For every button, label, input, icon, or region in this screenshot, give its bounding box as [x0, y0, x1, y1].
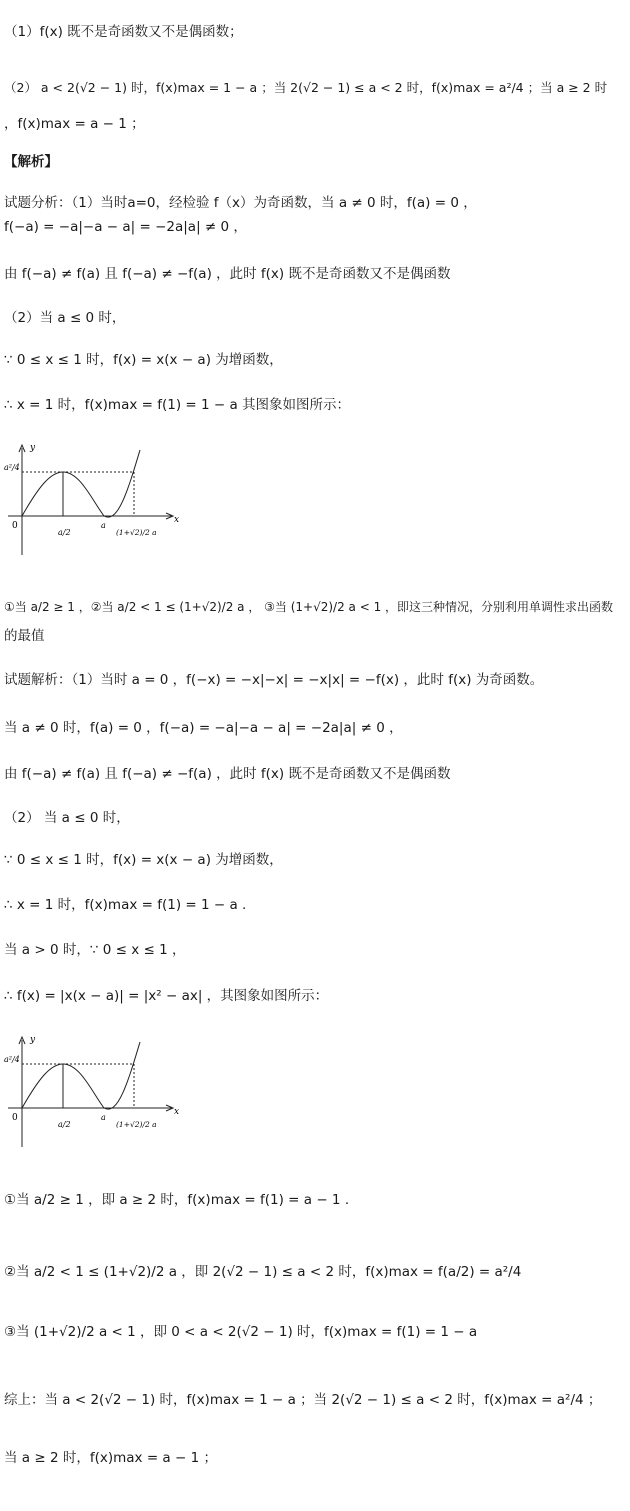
analysis-line-8: 的最值 — [4, 628, 45, 644]
origin-label: 0 — [12, 1113, 18, 1123]
function-curve — [22, 1042, 140, 1109]
x-tick-third: (1+√2)/2 a — [116, 528, 157, 537]
solution-line-8: ∴ f(x) = |x(x − a)| = |x² − ax| ，其图象如图所示： — [4, 988, 329, 1004]
y-axis-label: y — [30, 1035, 36, 1045]
solution-line-6: ∴ x = 1 时，f(x)max = f(1) = 1 − a . — [4, 897, 247, 913]
solution-line-2: 当 a ≠ 0 时，f(a) = 0 ，f(−a) = −a|−a − a| = −2a|a| ≠ 0 ， — [4, 720, 403, 736]
answer-part-2-cont: ，f(x)max = a − 1 ； — [4, 116, 145, 132]
origin-label: 0 — [12, 521, 18, 531]
solution-line-4: （2） 当 a ≤ 0 时， — [4, 810, 130, 826]
x-tick-half-a: a/2 — [58, 528, 71, 537]
analysis-line-2: f(−a) = −a|−a − a| = −2a|a| ≠ 0 ， — [4, 219, 247, 235]
analysis-line-1: 试题分析：（1）当时a=0，经检验 f（x）为奇函数，当 a ≠ 0 时，f(a) = 0 ， — [4, 195, 477, 211]
x-axis-label: x — [174, 1107, 180, 1117]
solution-line-11: ③当 (1+√2)/2 a < 1 ，即 0 < a < 2(√2 − 1) 时，f(x)max = f(1) = 1 − a — [4, 1324, 478, 1340]
analysis-line-7: ①当 a/2 ≥ 1 ，②当 a/2 < 1 ≤ (1+√2)/2 a ， ③当 (1+√2)/2 a < 1 ，即这三种情况，分别利用单调性求出函数 — [4, 600, 614, 614]
analysis-line-6: ∴ x = 1 时，f(x)max = f(1) = 1 − a 其图象如图所示： — [4, 397, 351, 413]
solution-line-3: 由 f(−a) ≠ f(a) 且 f(−a) ≠ −f(a) ，此时 f(x) 既不是奇函数又不是偶函数 — [4, 766, 451, 782]
solution-line-13: 当 a ≥ 2 时，f(x)max = a − 1 ； — [4, 1450, 217, 1466]
analysis-line-3: 由 f(−a) ≠ f(a) 且 f(−a) ≠ −f(a) ，此时 f(x) 既不是奇函数又不是偶函数 — [4, 266, 451, 282]
y-axis-label: y — [30, 443, 36, 453]
answer-part-1: （1）f(x) 既不是奇函数又不是偶函数； — [4, 24, 243, 40]
x-tick-a: a — [101, 521, 106, 530]
y-tick-a2-over-4: a²/4 — [4, 1055, 20, 1064]
jiexi-heading: 【解析】 — [4, 154, 58, 170]
solution-line-5: ∵ 0 ≤ x ≤ 1 时，f(x) = x(x − a) 为增函数， — [4, 852, 283, 868]
x-tick-a: a — [101, 1113, 106, 1122]
function-graph-1 — [0, 440, 190, 560]
answer-part-2: （2） a < 2(√2 − 1) 时，f(x)max = 1 − a ；当 2(√2 − 1) ≤ a < 2 时，f(x)max = a²/4 ；当 a ≥ 2 时 — [4, 80, 608, 95]
analysis-line-4: （2）当 a ≤ 0 时， — [4, 310, 126, 326]
x-tick-third: (1+√2)/2 a — [116, 1120, 157, 1129]
analysis-line-5: ∵ 0 ≤ x ≤ 1 时，f(x) = x(x − a) 为增函数， — [4, 352, 283, 368]
solution-line-10: ②当 a/2 < 1 ≤ (1+√2)/2 a ，即 2(√2 − 1) ≤ a < 2 时，f(x)max = f(a/2) = a²/4 — [4, 1264, 522, 1280]
solution-line-12: 综上：当 a < 2(√2 − 1) 时，f(x)max = 1 − a ；当 2(√2 − 1) ≤ a < 2 时，f(x)max = a²/4 ； — [4, 1392, 602, 1408]
function-curve — [22, 450, 140, 517]
x-tick-half-a: a/2 — [58, 1120, 71, 1129]
function-graph-2 — [0, 1032, 190, 1152]
y-tick-a2-over-4: a²/4 — [4, 463, 20, 472]
solution-line-9: ①当 a/2 ≥ 1 ，即 a ≥ 2 时，f(x)max = f(1) = a − 1 . — [4, 1192, 350, 1208]
x-axis-label: x — [174, 515, 180, 525]
solution-line-7: 当 a > 0 时，∵ 0 ≤ x ≤ 1 ， — [4, 942, 186, 958]
solution-line-1: 试题解析：（1）当时 a = 0 ，f(−x) = −x|−x| = −x|x| = −f(x) ，此时 f(x) 为奇函数。 — [4, 672, 544, 688]
